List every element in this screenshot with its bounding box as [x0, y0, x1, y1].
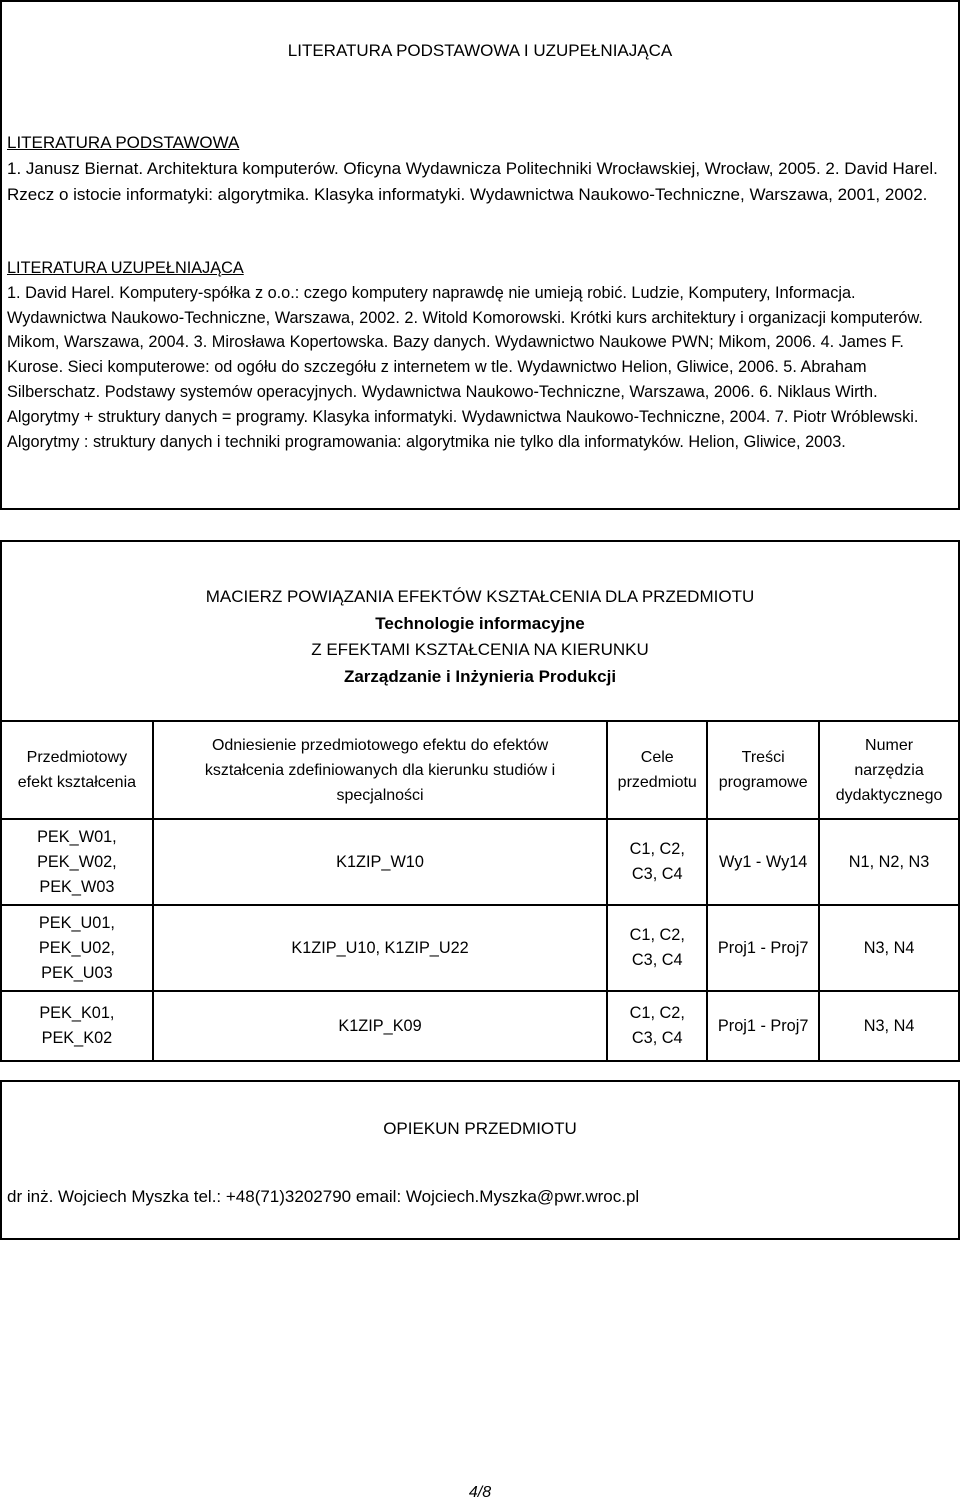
- basic-literature-text: 1. Janusz Biernat. Architektura komputerów. Oficyna Wydawnicza Politechniki Wrocławskiej, Wrocław, 2005. 2. David Harel. Rzecz o istocie informatyki: algorytmika. Klasyka informatyki. Wydawnictwa Naukowo-Techniczne, Warszawa, 2001, 2002.: [7, 159, 938, 204]
- matrix-heading-line1: MACIERZ POWIĄZANIA EFEKTÓW KSZTAŁCENIA DLA PRZEDMIOTU: [205, 587, 755, 606]
- supplementary-literature-section: [7, 256, 942, 454]
- supervisor-title: OPIEKUN PRZEDMIOTU: [383, 1119, 577, 1138]
- row-tool-number: N1, N2, N3: [819, 819, 959, 905]
- row-objectives: C1, C2, C3, C4: [607, 905, 707, 991]
- matrix-heading: [0, 584, 960, 690]
- row-reference: K1ZIP_U10, K1ZIP_U22: [153, 905, 608, 991]
- row-effect: PEK_U01, PEK_U02, PEK_U03: [1, 905, 153, 991]
- supervisor-box: [0, 1080, 960, 1240]
- supplementary-literature-header: LITERATURA UZUPEŁNIAJĄCA: [7, 259, 244, 277]
- effects-matrix-table: [0, 720, 960, 1062]
- matrix-field-name: Zarządzanie i Inżynieria Produkcji: [343, 666, 617, 686]
- row-tool-number: N3, N4: [819, 905, 959, 991]
- row-reference: K1ZIP_K09: [153, 991, 608, 1061]
- row-objectives: C1, C2, C3, C4: [607, 819, 707, 905]
- header-content: Treści programowe: [707, 721, 819, 819]
- table-header-row: [1, 721, 959, 819]
- supervisor-info: dr inż. Wojciech Myszka tel.: +48(71)3202790 email: Wojciech.Myszka@pwr.wroc.pl: [7, 1187, 640, 1206]
- row-reference: K1ZIP_W10: [153, 819, 608, 905]
- header-reference: Odniesienie przedmiotowego efektu do efektów kształcenia zdefiniowanych dla kierunku studiów i specjalności: [153, 721, 608, 819]
- matrix-subject-name: Technologie informacyjne: [375, 613, 585, 633]
- table-row: [1, 819, 959, 905]
- row-content: Wy1 - Wy14: [707, 819, 819, 905]
- matrix-heading-line3: Z EFEKTAMI KSZTAŁCENIA NA KIERUNKU: [311, 640, 649, 659]
- basic-literature-section: [7, 130, 947, 208]
- row-content: Proj1 - Proj7: [707, 905, 819, 991]
- page-number: 4/8: [468, 1484, 492, 1501]
- supplementary-literature-text: 1. David Harel. Komputery-spółka z o.o.: czego komputery naprawdę nie umieją robić. Ludzie, Komputery, Informacja. Wydawnictwa Naukowo-Techniczne, Warszawa, 2002. 2. Witold Komorowski. Krótki kurs architektury i organizacji komputerów. Mikom, Warszawa, 2004. 3. Mirosława Kopertowska. Bazy danych. Wydawnictwo Naukowe PWN; Mikom, 2006. 4. James F. Kurose. Sieci komputerowe: od ogółu do szczegółu z internetem w tle. Wydawnictwo Helion, Gliwice, 2006. 5. Abraham Silberschatz. Podstawy systemów operacyjnych. Wydawnictwa Naukowo-Techniczne, Warszawa, 2006. 6. Niklaus Wirth. Algorytmy + struktury danych = programy. Klasyka informatyki. Wydawnictwa Naukowo-Techniczne, 2004. 7. Piotr Wróblewski. Algorytmy : struktury danych i techniki programowania: algorytmika nie tylko dla informatyków. Helion, Gliwice, 2003.: [7, 283, 923, 451]
- basic-literature-header: LITERATURA PODSTAWOWA: [7, 133, 240, 152]
- header-objectives: Cele przedmiotu: [607, 721, 707, 819]
- table-row: [1, 991, 959, 1061]
- row-effect: PEK_K01, PEK_K02: [1, 991, 153, 1061]
- table-row: [1, 905, 959, 991]
- row-objectives: C1, C2, C3, C4: [607, 991, 707, 1061]
- header-tool-number: Numer narzędzia dydaktycznego: [819, 721, 959, 819]
- header-effect: Przedmiotowy efekt kształcenia: [1, 721, 153, 819]
- row-tool-number: N3, N4: [819, 991, 959, 1061]
- row-effect: PEK_W01, PEK_W02, PEK_W03: [1, 819, 153, 905]
- literature-title: LITERATURA PODSTAWOWA I UZUPEŁNIAJĄCA: [287, 41, 673, 60]
- row-content: Proj1 - Proj7: [707, 991, 819, 1061]
